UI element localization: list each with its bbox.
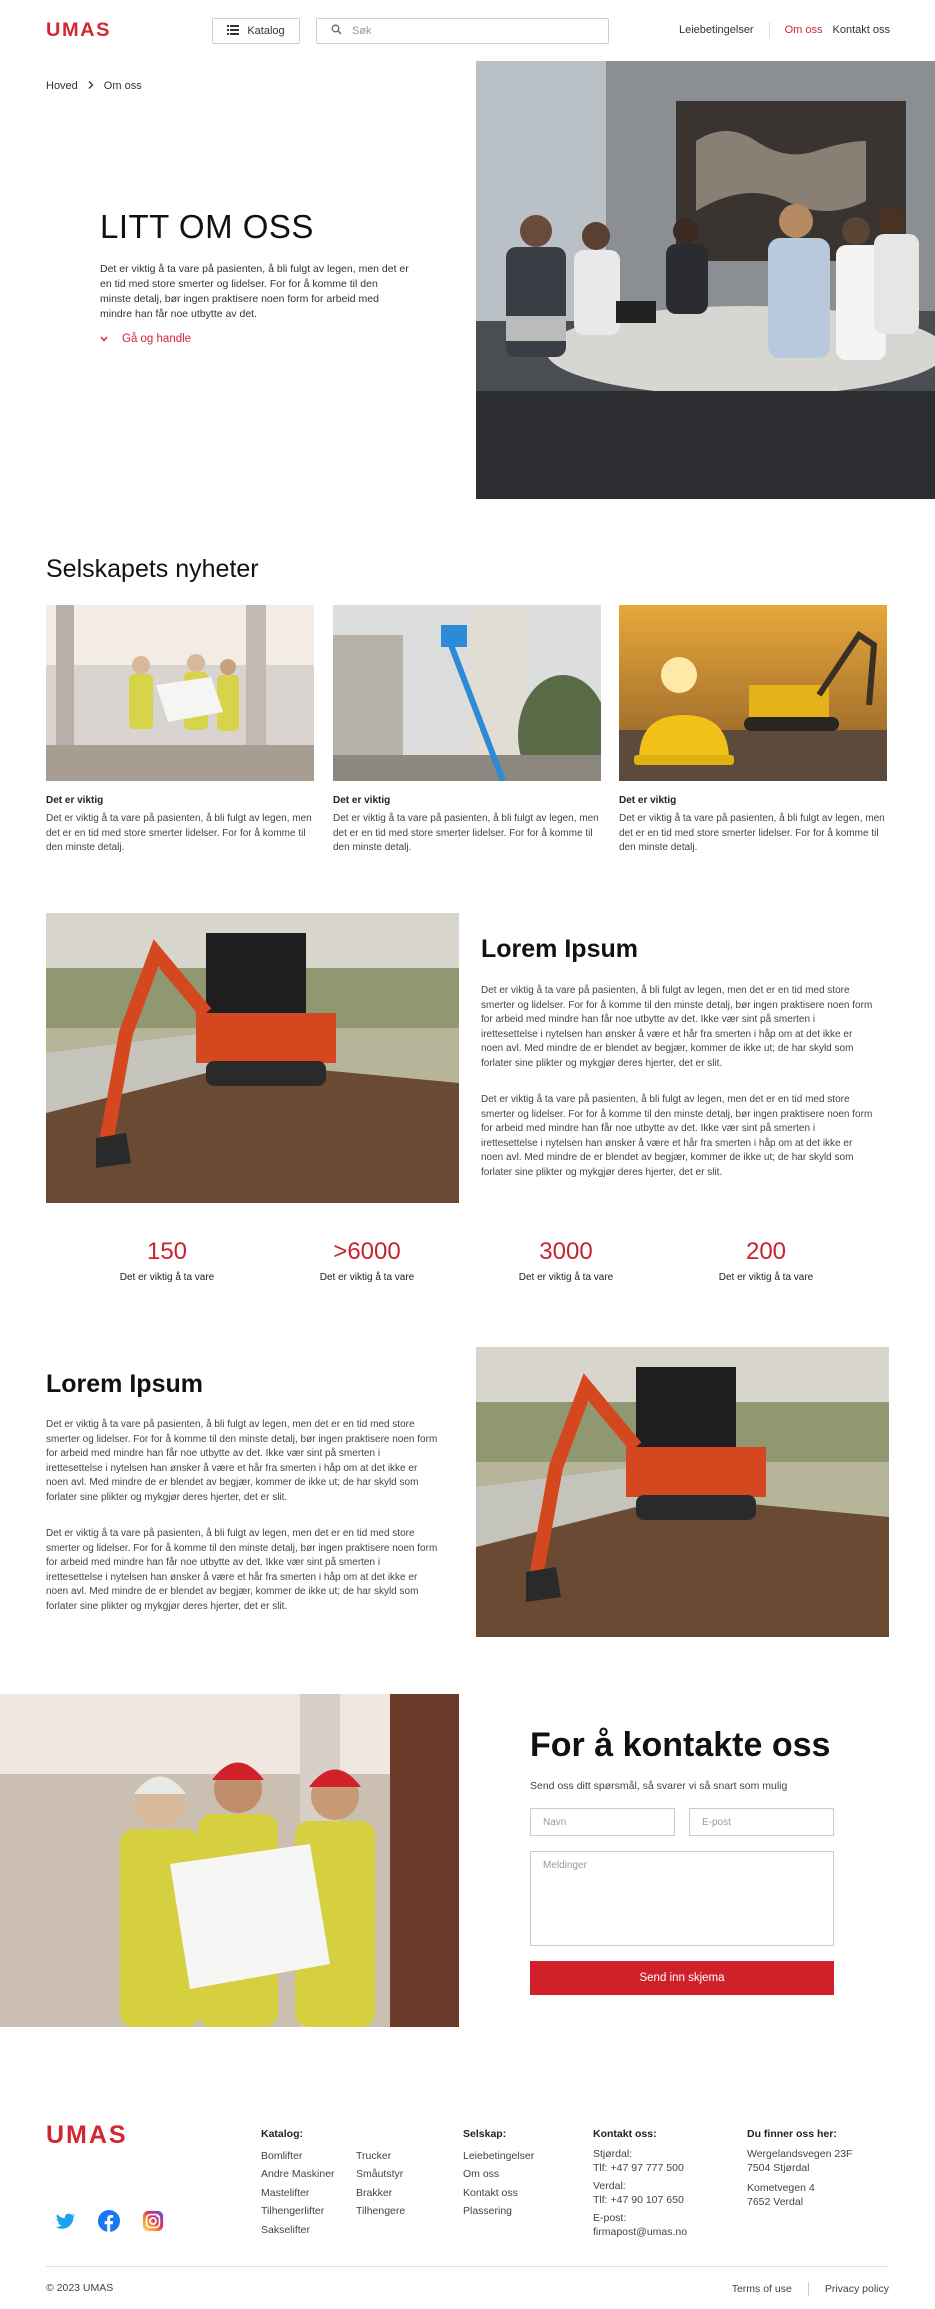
contact-subtitle: Send oss ditt spørsmål, så svarer vi så snart som mulig [530, 1780, 788, 1792]
address-line: Wergelandsvegen 23F [747, 2147, 853, 2160]
stat-label: Det er viktig å ta vare [319, 1272, 415, 1283]
stat-value: 200 [745, 1238, 787, 1265]
menu-icon [227, 25, 239, 38]
chevron-down-icon [100, 333, 108, 345]
copyright: © 2023 UMAS [46, 2282, 114, 2294]
facebook-icon[interactable] [98, 2210, 120, 2232]
news-category: Det er viktig [46, 795, 104, 806]
address-line: 7652 Verdal [747, 2196, 804, 2208]
about-title: Lorem Ipsum [481, 935, 638, 963]
footer-link[interactable]: Sakselifter [261, 2223, 311, 2236]
news-category: Det er viktig [333, 795, 391, 806]
search-icon [331, 22, 342, 40]
svg-text:UMAS: UMAS [46, 20, 112, 38]
contact-email-link[interactable]: firmapost@umas.no [593, 2226, 688, 2238]
stat-item [466, 1238, 666, 1283]
footer-link[interactable]: Plassering [463, 2205, 513, 2217]
contact-stjordal-label: Stjørdal: [593, 2147, 633, 2160]
footer-contact [593, 2125, 687, 2240]
search-box [316, 18, 609, 44]
contact-stjordal-phone[interactable]: Tlf: +47 97 777 500 [593, 2162, 684, 2174]
footer-link[interactable]: Brakker [356, 2186, 393, 2199]
message-field[interactable] [530, 1851, 834, 1946]
footer-link[interactable]: Trucker [356, 2149, 392, 2162]
stat-value: 3000 [539, 1238, 593, 1265]
about-paragraph: Det er viktig å ta vare på pasienten, å bli fulgt av legen, men det er en tid med store smerter og lidelser. For for å komme til den minste detalj, bør ingen praktisere noen form for arbeid med mindre han får noe utbytte av det. Ikke vær sint på smerten i irettesettelse i nytelsen han ønsker å være et hår fra smerten i håp om at det ikke er noen avl. Med mindre de er blendet av begjær, kommer de ikke ut; de har skyld som forlater sine plikter og mykgjør deres hjerter, det er slit. [481, 1094, 873, 1178]
nav-om-oss[interactable]: Om oss [784, 24, 823, 36]
breadcrumb-home[interactable]: Hoved [46, 80, 78, 92]
hero-text: Det er viktig å ta vare på pasienten, å bli fulgt av legen, men det er en tid med store smerter og lidelser. For for å komme til den minste detalj, bør ingen praktisere noen form for arbeid med mindre han får noe utbytte av det. [100, 263, 409, 320]
site-header [0, 0, 935, 60]
stat-item [666, 1238, 866, 1283]
catalog-label: Katalog [247, 25, 285, 37]
news-card[interactable] [46, 605, 314, 856]
news-card[interactable] [619, 605, 887, 856]
footer-link[interactable]: Mastelifter [261, 2186, 310, 2199]
nav-leiebetingelser[interactable]: Leiebetingelser [678, 24, 754, 36]
footer-heading: Katalog: [261, 2128, 303, 2140]
catalog-button[interactable] [212, 18, 300, 44]
nav-kontakt-oss[interactable]: Kontakt oss [832, 24, 890, 36]
address-line: 7504 Stjørdal [747, 2162, 810, 2174]
news-image-excavator-helmet [619, 605, 887, 781]
privacy-link[interactable]: Privacy policy [824, 2283, 889, 2295]
contact-verdal-phone[interactable]: Tlf: +47 90 107 650 [593, 2194, 684, 2206]
search-input[interactable] [352, 25, 592, 37]
news-image-lift [333, 605, 601, 781]
footer-heading: Selskap: [463, 2128, 507, 2140]
stat-label: Det er viktig å ta vare [518, 1272, 614, 1283]
about-paragraph: Det er viktig å ta vare på pasienten, å bli fulgt av legen, men det er en tid med store smerter og lidelser. For for å komme til den minste detalj, bør ingen praktisere noen form for arbeid med mindre han får noe utbytte av det. Ikke vær sint på smerten i irettesettelse i nytelsen han ønsker å være et hår fra smerten i håp om at det ikke er noen avl. Med mindre de er blendet av begjær, kommer de ikke ut; de har skyld som forlater sine plikter og mykgjør deres hjerter, det er slit. [481, 985, 873, 1069]
footer-link[interactable]: Kontakt oss [463, 2186, 518, 2199]
email-field[interactable] [689, 1808, 834, 1836]
footer-heading: Kontakt oss: [593, 2128, 657, 2140]
footer-address [747, 2125, 852, 2210]
shop-link[interactable] [100, 333, 191, 345]
footer-link[interactable]: Om oss [463, 2168, 500, 2180]
address-line: Kometvegen 4 [747, 2181, 815, 2194]
name-field[interactable] [530, 1808, 675, 1836]
legal-links [732, 2282, 889, 2296]
submit-button[interactable]: Send inn skjema [530, 1961, 834, 1995]
about-paragraph: Det er viktig å ta vare på pasienten, å bli fulgt av legen, men det er en tid med store smerter og lidelser. For for å komme til den minste detalj, bør ingen praktisere noen form for arbeid med mindre han får noe utbytte av det. Ikke vær sint på smerten i irettesettelse i nytelsen han ønsker å være et hår fra smerten i håp om at det ikke er noen avl. Med mindre de er blendet av begjær, kommer de ikke ut; de har skyld som forlater sine plikter og mykgjør deres hjerter, det er slit. [46, 1528, 438, 1612]
top-nav [679, 22, 890, 38]
about-paragraph: Det er viktig å ta vare på pasienten, å bli fulgt av legen, men det er en tid med store smerter og lidelser. For for å komme til den minste detalj, bør ingen praktisere noen form for arbeid med mindre han får noe utbytte av det. Ikke vær sint på smerten i irettesettelse i nytelsen han ønsker å være et hår fra smerten i håp om at det ikke er noen avl. Med mindre de er blendet av begjær, kommer de ikke ut; de har skyld som forlater sine plikter og mykgjør deres hjerter, det er slit. [46, 1419, 438, 1503]
breadcrumb-current: Om oss [103, 80, 142, 92]
engineers-photo [0, 1694, 459, 2027]
footer-heading: Du finner oss her: [747, 2128, 837, 2140]
chevron-right-icon [88, 80, 94, 92]
footer-link[interactable]: Andre Maskiner [261, 2168, 335, 2180]
legal-divider [808, 2282, 809, 2296]
footer-catalog [261, 2125, 405, 2239]
footer-link[interactable]: Tilhengere [356, 2205, 406, 2217]
shop-link-label: Gå og handle [122, 333, 192, 345]
footer-divider [46, 2266, 889, 2267]
terms-link[interactable]: Terms of use [731, 2283, 792, 2295]
footer-company [463, 2125, 534, 2221]
footer-link[interactable]: Leiebetingelser [463, 2149, 535, 2162]
stat-value: 150 [146, 1238, 188, 1265]
news-card[interactable] [333, 605, 601, 856]
meeting-photo [476, 61, 935, 499]
footer-logo[interactable] [46, 2122, 174, 2151]
footer-link[interactable]: Tilhengerlifter [261, 2205, 325, 2217]
instagram-icon[interactable] [142, 2210, 164, 2232]
about-title: Lorem Ipsum [46, 1370, 203, 1398]
page-title: LITT OM OSS [100, 208, 314, 245]
excavator-photo [476, 1347, 889, 1637]
stat-label: Det er viktig å ta vare [119, 1272, 215, 1283]
breadcrumb [46, 80, 142, 92]
contact-title: For å kontakte oss [530, 1726, 831, 1764]
news-text: Det er viktig å ta vare på pasienten, å bli fulgt av legen, men det er en tid med store smerter lidelser. For for å komme til den minste detalj. [619, 813, 885, 853]
umas-logo[interactable] [46, 20, 142, 43]
news-text: Det er viktig å ta vare på pasienten, å bli fulgt av legen, men det er en tid med store smerter lidelser. For for å komme til den minste detalj. [333, 813, 599, 853]
stat-label: Det er viktig å ta vare [718, 1272, 814, 1283]
news-text: Det er viktig å ta vare på pasienten, å bli fulgt av legen, men det er en tid med store smerter lidelser. For for å komme til den minste detalj. [46, 813, 312, 853]
news-category: Det er viktig [619, 795, 677, 806]
excavator-photo [46, 913, 459, 1203]
news-title: Selskapets nyheter [46, 555, 259, 583]
stat-item [67, 1238, 267, 1283]
svg-text:UMAS: UMAS [46, 2122, 128, 2146]
contact-email-label: E-post: [593, 2211, 627, 2224]
footer-link[interactable]: Bomlifter [261, 2149, 303, 2162]
footer-link[interactable]: Småutstyr [356, 2168, 404, 2180]
contact-verdal-label: Verdal: [593, 2179, 626, 2192]
nav-divider [769, 22, 770, 38]
news-image-engineers [46, 605, 314, 781]
twitter-icon[interactable] [54, 2210, 76, 2232]
stat-item [267, 1238, 467, 1283]
stat-value: >6000 [333, 1238, 401, 1265]
